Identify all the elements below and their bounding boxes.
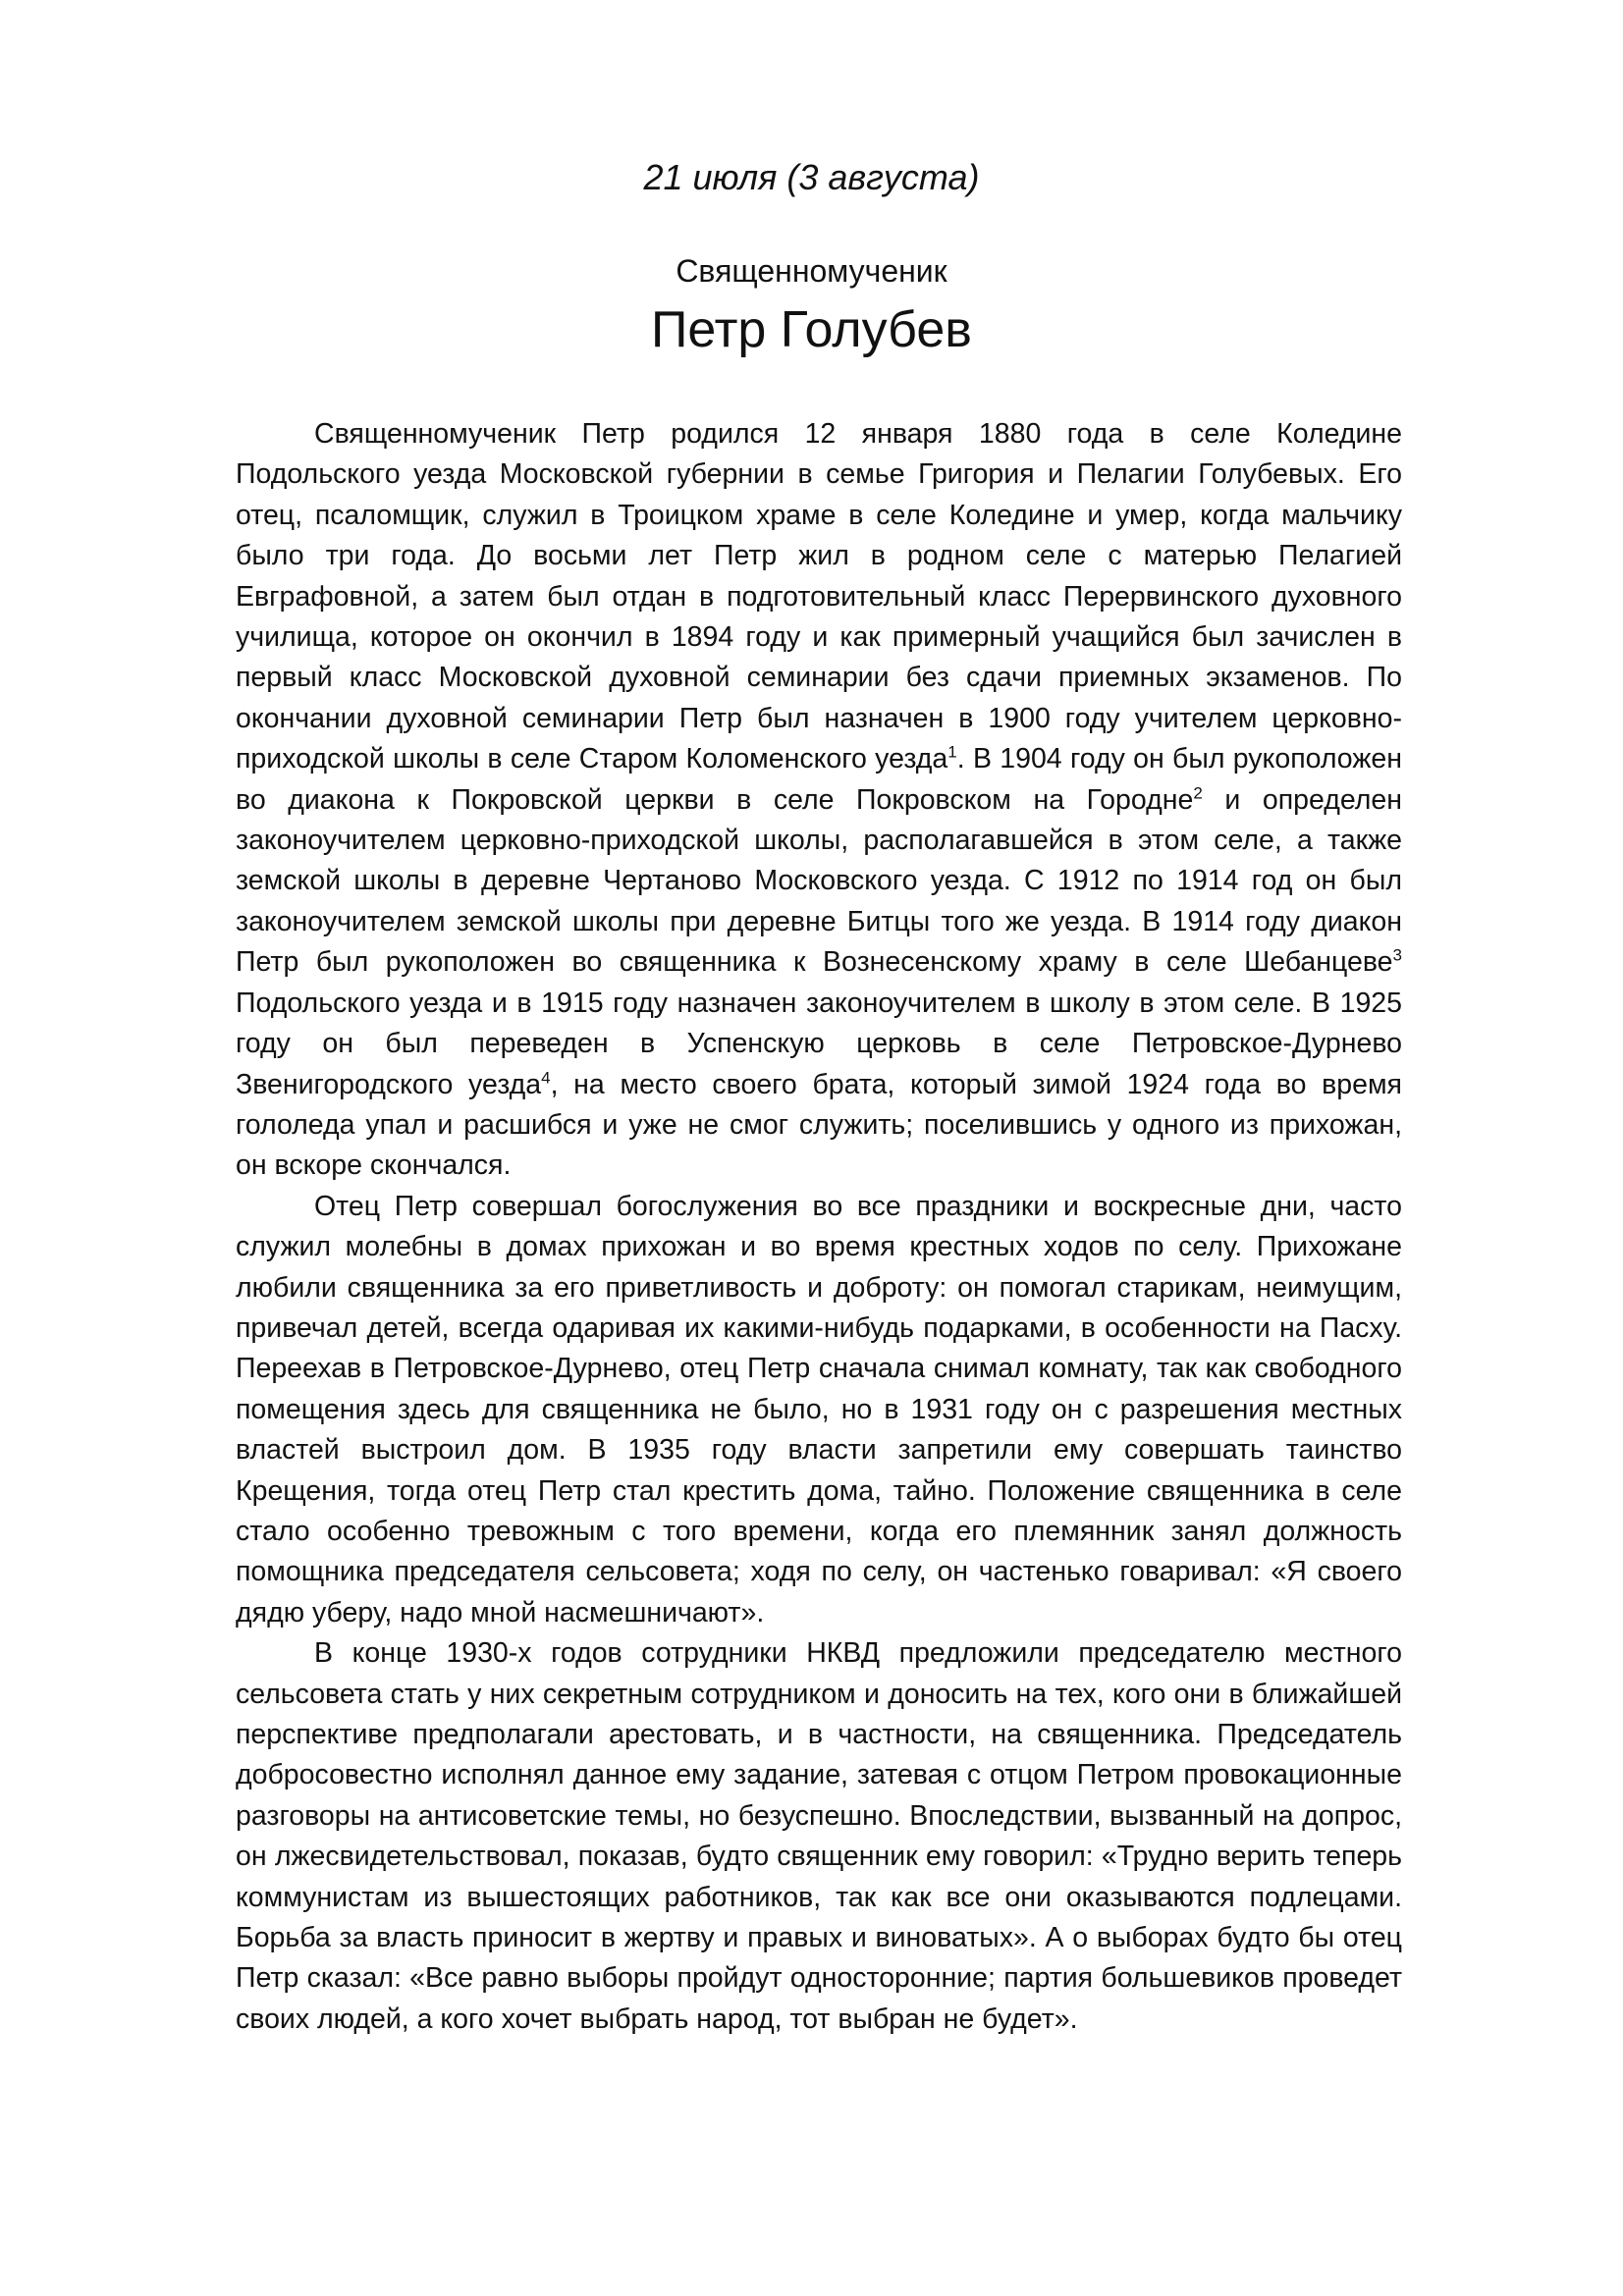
page-title: Петр Голубев: [651, 301, 972, 358]
paragraph-2: Отец Петр совершал богослужения во все праздники и воскресные дни, часто служил молебны в домах прихожан и во время крестных ходов по селу. Прихожане любили священника за его приветливость и доброту: он помогал старикам, неимущим, привечал детей, всегда одаривая их какими-нибудь подарками, в особенности на Пасху. Переехав в Петровское-Дурнево, отец Петр сначала снимал комнату, так как свободного помещения здесь для священника не было, но в 1931 году он с разрешения местных властей выстроил дом. В 1935 году власти запретили ему совершать таинство Крещения, тогда отец Петр стал крестить дома, тайно. Положение священника в селе стало особенно тревожным с того времени, когда его племянник занял должность помощника председателя сельсовета; ходя по селу, он частенько говаривал: «Я своего дядю уберу, надо мной насмешничают».: [236, 1190, 1402, 1629]
paragraph-1: [236, 414, 1402, 1187]
paragraph-3: В конце 1930-х годов сотрудники НКВД предложили председателю местного сельсовета стать у них секретным сотрудником и доносить на тех, кого они в ближайшей перспективе предполагали арестовать, и в частности, на священника. Председатель добросовестно исполнял данное ему задание, затевая с отцом Петром провокационные разговоры на антисоветские темы, но безуспешно. Впоследствии, вызванный на допрос, он лжесвидетельствовал, показав, будто священник ему говорил: «Трудно верить теперь коммунистам из вышестоящих работников, так как все они оказываются подлецами. Борьба за власть приносит в жертву и правых и виноватых». А о выборах будто бы отец Петр сказал: «Все равно выборы пройдут односторонние; партия большевиков проведет своих людей, а кого хочет выбрать народ, тот выбран не будет».: [236, 1637, 1402, 2035]
saint-rank: Священномученик: [676, 253, 947, 289]
feast-date: 21 июля (3 августа): [643, 157, 980, 197]
footnote-marker[interactable]: 2: [1193, 783, 1203, 803]
article-body: [236, 414, 1402, 2040]
paragraph-text: Священномученик Петр родился 12 января 1880 года в селе Коледине Подольского уезда Московской губернии в семье Григория и Пелагии Голубевых. Его отец, псаломщик, служил в Троицком храме в селе Коледине и умер, когда мальчику было три года. До восьми лет Петр жил в родном селе с матерью Пелагией Евграфовной, а затем был отдан в подготовительный класс Перервинского духовного училища, которое он окончил в 1894 году и как примерный учащийся был зачислен в первый класс Московской духовной семинарии без сдачи приемных экзаменов. По окончании духовной семинарии Петр был назначен в 1900 году учителем церковно-приходской школы в селе Старом Коломенского уезда: [236, 418, 1402, 775]
paragraph-text: , на место своего брата, который зимой 1924 года во время гололеда упал и расшибся и уже не смог служить; поселившись у одного из прихожан, он вскоре скончался.: [236, 1068, 1402, 1182]
footnote-marker[interactable]: 1: [947, 742, 957, 762]
paragraph-text: Подольского уезда и в 1915 году назначен законоучителем в школу в этом селе. В 1925 году он был переведен в Успенскую церковь в селе Петровское-Дурнево Звенигородского уезда: [236, 987, 1402, 1100]
footnote-marker[interactable]: 4: [541, 1068, 551, 1087]
paragraph-text: и определен законоучителем церковно-приходской школы, располагавшейся в этом селе, а также земской школы в деревне Чертаново Московского уезда. С 1912 по 1914 год он был законоучителем земской школы при деревне Битцы того же уезда. В 1914 году диакон Петр был рукоположен во священника к Вознесенскому храму в селе Шебанцеве: [236, 783, 1402, 979]
paragraph-text: . В 1904 году он был рукоположен во диакона к Покровской церкви в селе Покровском на Городне: [236, 743, 1402, 816]
footnote-marker[interactable]: 3: [1392, 945, 1402, 965]
